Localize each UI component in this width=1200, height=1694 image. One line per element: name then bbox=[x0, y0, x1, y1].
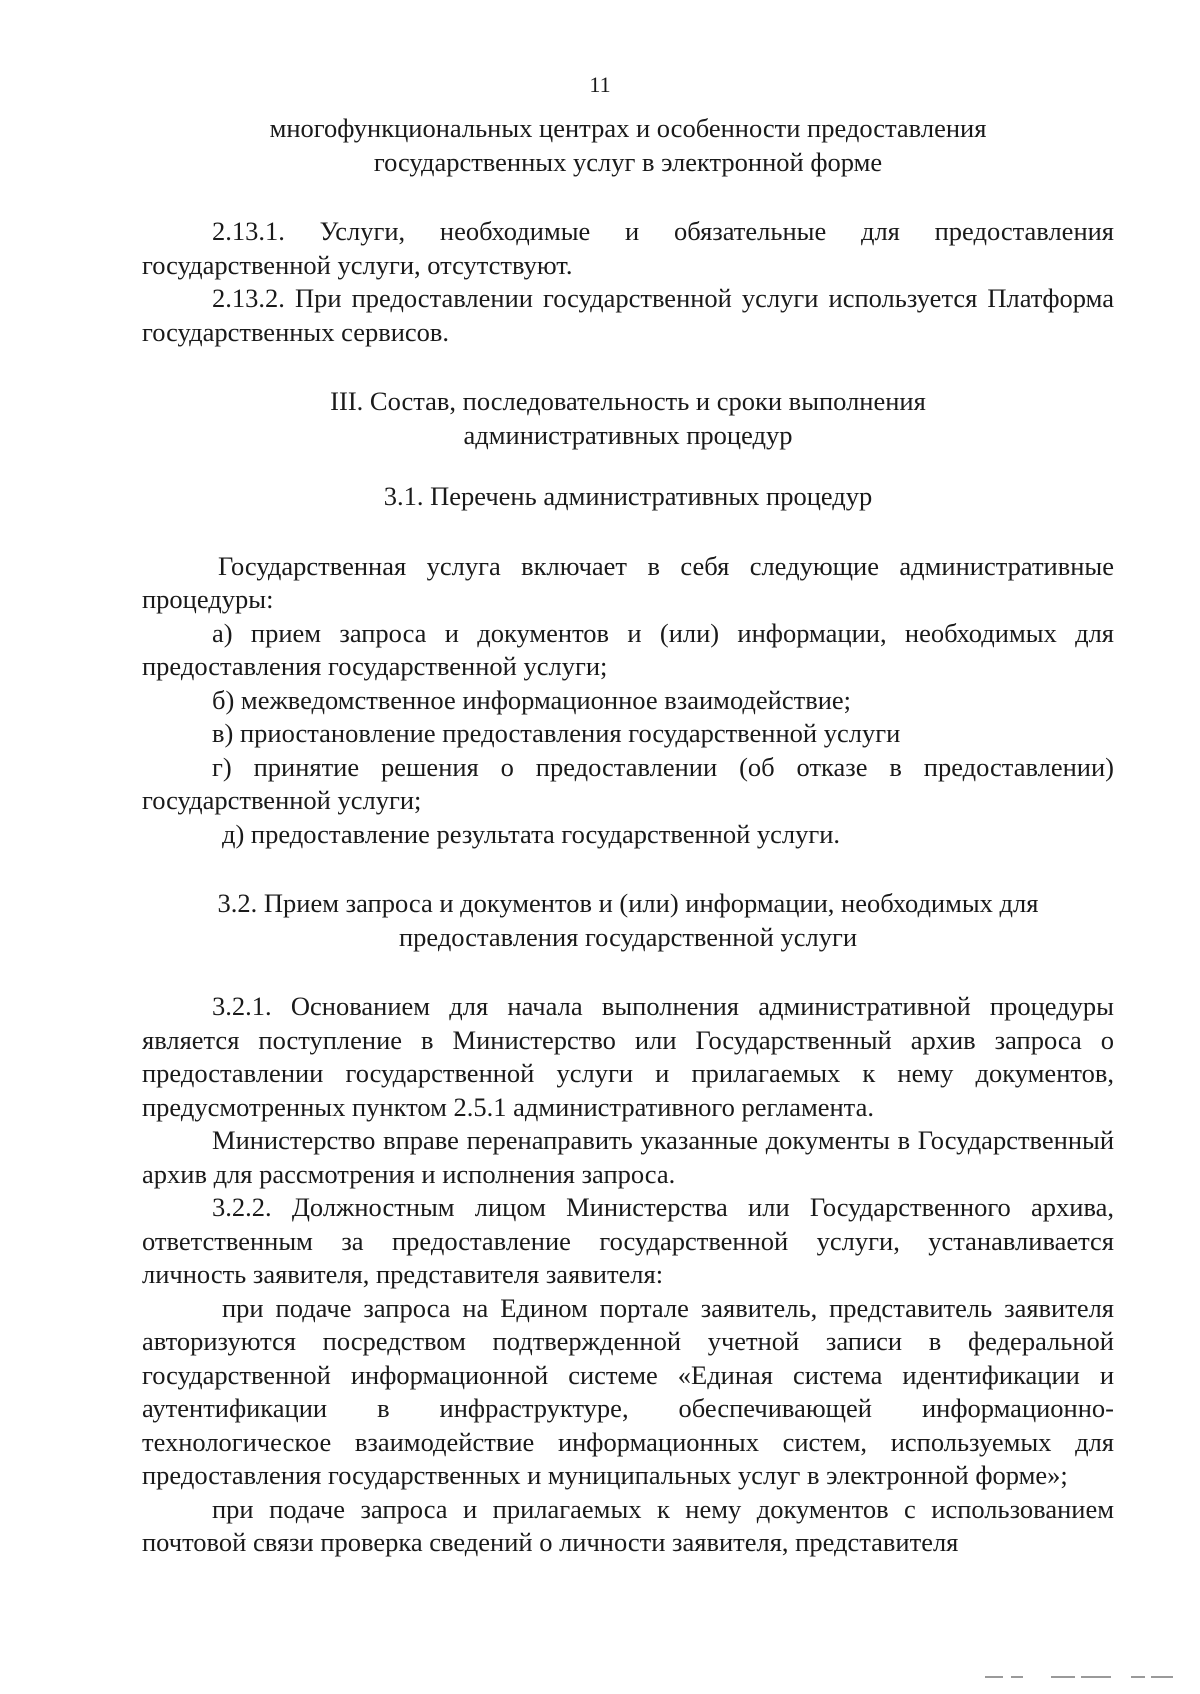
section-heading-line: III. Состав, последовательность и сроки выполнения bbox=[330, 386, 926, 416]
paragraph-3-2-2: 3.2.2. Должностным лицом Министерства или Государственного архива, ответственным за предоставление государственной услуги, устанавливается личность заявителя, представителя заявителя: bbox=[142, 1192, 1114, 1289]
section-title-line: многофункциональных центрах и особенности предоставления bbox=[269, 113, 987, 143]
page-content bbox=[142, 112, 1114, 1560]
procedure-item-a: а) прием запроса и документов и (или) информации, необходимых для предоставления государственной услуги; bbox=[142, 617, 1114, 681]
paragraph-3-2-1: 3.2.1. Основанием для начала выполнения административной процедуры является поступление в Министерство или Государственный архив запроса о предоставлении государственной услуги и прилагаемых к нему документов, предусмотренных пунктом 2.5.1 административного регламента. bbox=[142, 991, 1114, 1122]
subsection-title-line: 3.2. Прием запроса и документов и (или) информации, необходимых для bbox=[217, 888, 1039, 918]
paragraph-2-13-1: 2.13.1. Услуги, необходимые и обязательные для предоставления государственной услуги, отсутствуют. bbox=[142, 216, 1114, 280]
procedure-item-v: в) приостановление предоставления государственной услуги bbox=[212, 718, 901, 748]
subsection-3-2-title bbox=[142, 887, 1114, 954]
procedure-item-d: д) предоставление результата государственной услуги. bbox=[222, 818, 841, 849]
subsection-title-line: предоставления государственной услуги bbox=[398, 921, 858, 952]
paragraph-postal: при подаче запроса и прилагаемых к нему документов с использованием почтовой связи проверка сведений о личности заявителя, представителя bbox=[142, 1493, 1114, 1557]
scan-marks bbox=[985, 1676, 1185, 1680]
page-number: 11 bbox=[589, 72, 611, 97]
procedure-item-g: г) принятие решения о предоставлении (об отказе в предоставлении) государственной услуги; bbox=[142, 751, 1114, 815]
section-3-heading bbox=[142, 385, 1114, 452]
subsection-3-1-title: 3.1. Перечень административных процедур bbox=[383, 481, 873, 511]
paragraph-2-13-2: 2.13.2. При предоставлении государственной услуги используется Платформа государственных сервисов. bbox=[142, 283, 1114, 347]
procedure-item-b: б) межведомственное информационное взаимодействие; bbox=[212, 684, 852, 715]
paragraph-portal: при подаче запроса на Едином портале заявитель, представитель заявителя авторизуются посредством подтвержденной учетной записи в федеральной государственной информационной системе «Единая система идентификации и аутентификации в инфраструктуре, обеспечивающей информационно-технологическое взаимодействие информационных систем, используемых для предоставления государственных и муниципальных услуг в электронной форме»; bbox=[142, 1292, 1114, 1490]
section-title-continuation bbox=[142, 112, 1114, 179]
procedures-intro: Государственная услуга включает в себя следующие административные процедуры: bbox=[142, 550, 1114, 614]
section-heading-line: административных процедур bbox=[463, 419, 793, 450]
section-title-line: государственных услуг в электронной форме bbox=[373, 146, 883, 177]
paragraph-redirect: Министерство вправе перенаправить указанные документы в Государственный архив для рассмотрения и исполнения запроса. bbox=[142, 1125, 1114, 1189]
